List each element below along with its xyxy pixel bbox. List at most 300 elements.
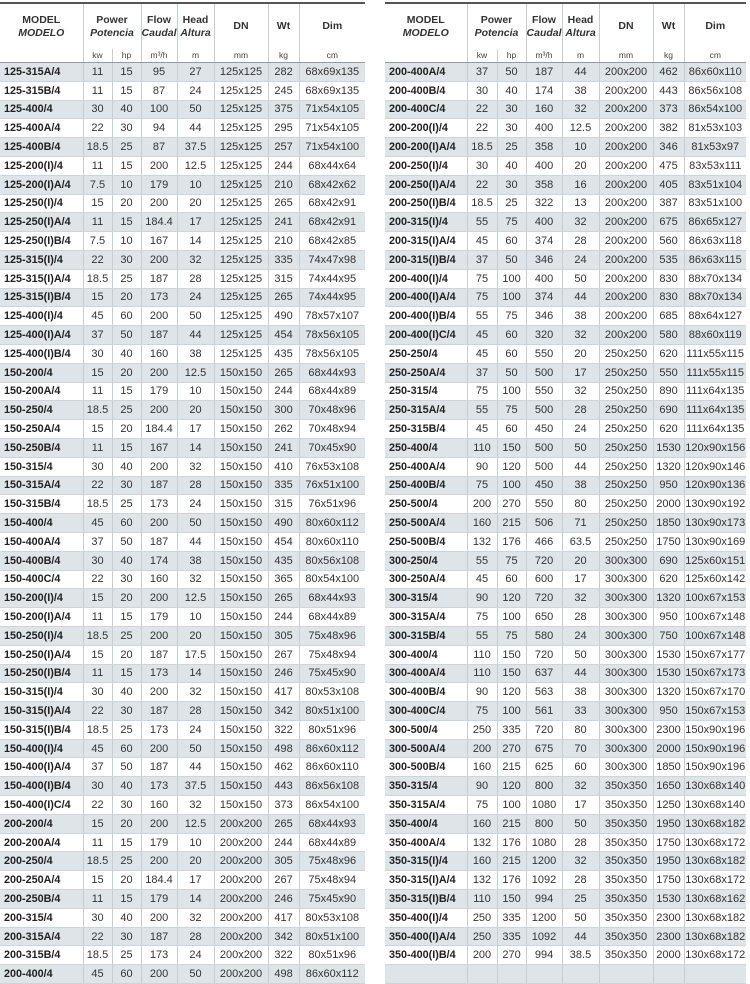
cell-flow: 200	[141, 965, 177, 984]
col-wt: Wt	[653, 3, 684, 49]
cell-head: 50	[562, 438, 599, 457]
table-row	[385, 420, 746, 439]
cell-dn: 150x150	[214, 720, 268, 739]
cell-dn: 200x200	[599, 175, 653, 194]
cell-wt: 305	[268, 852, 299, 871]
cell-flow: 187	[141, 702, 177, 721]
cell-dn: 300x300	[599, 720, 653, 739]
cell-kw: 200	[467, 495, 497, 514]
cell-kw: 18.5	[83, 720, 112, 739]
cell-dim: 68x44x93	[299, 589, 365, 608]
cell-hp: 215	[497, 758, 526, 777]
cell-flow: 450	[526, 420, 562, 439]
cell-model: 200-250(I)A/4	[385, 175, 467, 194]
cell-kw: 37	[83, 326, 112, 345]
cell-dim: 74x44x95	[299, 269, 365, 288]
cell-dim: 71x54x105	[299, 119, 365, 138]
cell-dn: 125x125	[214, 156, 268, 175]
cell-head: 25	[562, 890, 599, 909]
cell-model: 200-315(I)/4	[385, 213, 467, 232]
cell-kw: 30	[467, 81, 497, 100]
cell-wt: 685	[653, 307, 684, 326]
cell-hp: 270	[497, 739, 526, 758]
cell-kw: 37	[83, 532, 112, 551]
cell-model: 250-500/4	[385, 495, 467, 514]
cell-wt: 830	[653, 288, 684, 307]
cell-head: 24	[562, 250, 599, 269]
cell-head: 24	[177, 946, 214, 965]
cell-hp: 50	[112, 758, 141, 777]
table-row	[385, 626, 746, 645]
cell-dim: 100x67x148	[684, 626, 746, 645]
cell-hp: 270	[497, 946, 526, 965]
cell-flow: 675	[526, 739, 562, 758]
unit-wt: kg	[268, 49, 299, 63]
cell-flow: 637	[526, 664, 562, 683]
cell-flow: 500	[526, 438, 562, 457]
cell-wt: 210	[268, 232, 299, 251]
cell-flow: 1092	[526, 927, 562, 946]
cell-dn: 350x350	[599, 814, 653, 833]
cell-dn: 350x350	[599, 946, 653, 965]
cell-kw: 160	[467, 514, 497, 533]
cell-head: 50	[177, 739, 214, 758]
cell-dn: 125x125	[214, 344, 268, 363]
cell-dim: 80x51x96	[299, 720, 365, 739]
col-head: Head Altura	[562, 3, 599, 49]
cell-model: 200-400A/4	[385, 63, 467, 82]
cell-kw: 132	[467, 532, 497, 551]
cell-kw: 45	[467, 326, 497, 345]
cell-model: 200-250/4	[0, 852, 83, 871]
cell-flow: 561	[526, 702, 562, 721]
cell-wt: 1750	[653, 833, 684, 852]
cell-wt: 950	[653, 702, 684, 721]
cell-dn: 350x350	[599, 833, 653, 852]
cell-kw: 250	[467, 908, 497, 927]
cell-wt: 2300	[653, 927, 684, 946]
cell-model: 150-250/4	[0, 401, 83, 420]
cell-hp: 60	[497, 570, 526, 589]
cell-kw: 75	[467, 702, 497, 721]
cell-kw: 15	[83, 288, 112, 307]
cell-flow: 320	[526, 326, 562, 345]
cell-head: 32	[562, 326, 599, 345]
cell-hp: 176	[497, 871, 526, 890]
cell-kw: 30	[467, 156, 497, 175]
cell-flow: 173	[141, 720, 177, 739]
cell-flow: 800	[526, 814, 562, 833]
cell-hp: 30	[112, 796, 141, 815]
cell-head: 32	[177, 683, 214, 702]
cell-dim: 86x56x108	[299, 777, 365, 796]
cell-kw: 15	[83, 194, 112, 213]
cell-hp: 15	[112, 213, 141, 232]
unit-dim: cm	[684, 49, 746, 63]
cell-dim: 80x53x108	[299, 683, 365, 702]
cell-dn: 150x150	[214, 664, 268, 683]
cell-hp: 50	[112, 326, 141, 345]
table-row	[0, 119, 365, 138]
cell-dim: 80x51x96	[299, 946, 365, 965]
cell-kw: 55	[467, 401, 497, 420]
cell-flow: 358	[526, 138, 562, 157]
cell-head: 44	[177, 119, 214, 138]
cell-hp: 20	[112, 363, 141, 382]
cell-dn: 250x250	[599, 401, 653, 420]
cell-wt: 890	[653, 382, 684, 401]
cell-hp: 15	[112, 156, 141, 175]
cell-dn: 300x300	[599, 551, 653, 570]
cell-wt: 335	[268, 476, 299, 495]
cell-dn: 125x125	[214, 81, 268, 100]
cell-flow: 200	[141, 739, 177, 758]
cell-head: 24	[562, 420, 599, 439]
cell-dim: 130x68x172	[684, 871, 746, 890]
cell-hp: 100	[497, 796, 526, 815]
cell-model: 250-500B/4	[385, 532, 467, 551]
cell-flow: 187	[141, 476, 177, 495]
cell-head: 32	[562, 382, 599, 401]
cell-kw: 15	[83, 871, 112, 890]
cell-flow: 187	[526, 63, 562, 82]
cell-wt: 241	[268, 213, 299, 232]
table-row	[385, 63, 746, 82]
table-row	[0, 420, 365, 439]
cell-dim: 68x42x91	[299, 194, 365, 213]
table-row	[385, 608, 746, 627]
cell-flow: 200	[141, 457, 177, 476]
cell-wt: 305	[268, 626, 299, 645]
cell-dim: 68x69x135	[299, 63, 365, 82]
cell-dn: 125x125	[214, 213, 268, 232]
cell-head: 10	[562, 138, 599, 157]
cell-hp: 50	[497, 363, 526, 382]
cell-dn: 200x200	[214, 908, 268, 927]
cell-dn: 350x350	[599, 852, 653, 871]
cell-kw: 110	[467, 438, 497, 457]
cell-head: 38	[562, 81, 599, 100]
cell-wt: 498	[268, 739, 299, 758]
table-row	[0, 683, 365, 702]
cell-model: 125-315A/4	[0, 63, 83, 82]
cell-model: 200-315A/4	[0, 927, 83, 946]
cell-head: 12.5	[177, 814, 214, 833]
cell-kw: 160	[467, 814, 497, 833]
cell-dim: 80x51x100	[299, 702, 365, 721]
cell-hp: 20	[112, 871, 141, 890]
cell-wt: 475	[653, 156, 684, 175]
cell-hp: 60	[112, 965, 141, 984]
cell-model: 200-400(I)C/4	[385, 326, 467, 345]
cell-kw: 75	[467, 608, 497, 627]
cell-hp: 15	[112, 890, 141, 909]
cell-model: 350-315A/4	[385, 796, 467, 815]
cell-hp: 25	[112, 946, 141, 965]
cell-dim: 130x68x172	[684, 833, 746, 852]
cell-head: 17	[177, 213, 214, 232]
cell-flow: 179	[141, 890, 177, 909]
cell-dn: 125x125	[214, 100, 268, 119]
table-row	[0, 908, 365, 927]
cell-head: 50	[562, 269, 599, 288]
cell-wt: 1530	[653, 890, 684, 909]
cell-head: 50	[562, 645, 599, 664]
cell-wt: 2000	[653, 739, 684, 758]
table-row	[385, 890, 746, 909]
cell-kw: 55	[467, 551, 497, 570]
table-row	[385, 232, 746, 251]
cell-model: 250-250/4	[385, 344, 467, 363]
cell-dim: 75x45x90	[299, 890, 365, 909]
table-row	[0, 476, 365, 495]
cell-model: 125-315B/4	[0, 81, 83, 100]
cell-wt: 462	[268, 758, 299, 777]
table-row	[385, 307, 746, 326]
col-model: MODEL MODELO	[0, 3, 83, 49]
cell-dn: 200x200	[599, 232, 653, 251]
table-row	[0, 589, 365, 608]
cell-hp: 176	[497, 833, 526, 852]
cell-dn: 200x200	[214, 927, 268, 946]
cell-head: 20	[562, 344, 599, 363]
cell-flow: 720	[526, 551, 562, 570]
cell-dn: 150x150	[214, 702, 268, 721]
table-row	[0, 890, 365, 909]
cell-hp: 40	[112, 683, 141, 702]
cell-wt: 443	[653, 81, 684, 100]
cell-dim: 150x90x196	[684, 758, 746, 777]
cell-hp: 40	[112, 908, 141, 927]
cell-dn: 300x300	[599, 645, 653, 664]
cell-head: 28	[177, 702, 214, 721]
cell-wt: 1320	[653, 683, 684, 702]
cell-head: 32	[177, 570, 214, 589]
cell-hp: 60	[497, 420, 526, 439]
cell-flow: 600	[526, 570, 562, 589]
cell-model: 350-400(I)/4	[385, 908, 467, 927]
cell-wt: 1750	[653, 532, 684, 551]
cell-flow: 800	[526, 777, 562, 796]
cell-hp: 30	[112, 250, 141, 269]
cell-wt: 245	[268, 81, 299, 100]
cell-dn: 150x150	[214, 476, 268, 495]
cell-head: 37.5	[177, 777, 214, 796]
table-row	[0, 532, 365, 551]
cell-kw: 11	[83, 63, 112, 82]
cell-wt: 1750	[653, 871, 684, 890]
table-row	[385, 702, 746, 721]
cell-dim: 111x64x135	[684, 420, 746, 439]
cell-dn: 125x125	[214, 63, 268, 82]
cell-dn: 200x200	[214, 946, 268, 965]
cell-dn: 200x200	[599, 288, 653, 307]
cell-dn: 150x150	[214, 683, 268, 702]
cell-kw: 75	[467, 796, 497, 815]
cell-model: 350-315/4	[385, 777, 467, 796]
cell-model: 125-400/4	[0, 100, 83, 119]
cell-flow: 550	[526, 344, 562, 363]
cell-dn: 150x150	[214, 626, 268, 645]
cell-head: 44	[562, 63, 599, 82]
cell-hp: 100	[497, 288, 526, 307]
cell-wt: 560	[653, 232, 684, 251]
cell-wt: 322	[268, 720, 299, 739]
cell-wt: 241	[268, 438, 299, 457]
cell-model: 350-400(I)B/4	[385, 946, 467, 965]
table-row	[0, 401, 365, 420]
table-row	[385, 344, 746, 363]
cell-model: 150-315A/4	[0, 476, 83, 495]
cell-flow: 400	[526, 119, 562, 138]
cell-dim: 68x44x64	[299, 156, 365, 175]
cell-model: 350-315(I)/4	[385, 852, 467, 871]
table-row	[0, 871, 365, 890]
cell-kw: 11	[83, 156, 112, 175]
cell-dn: 150x150	[214, 457, 268, 476]
cell-dim: 130x68x182	[684, 814, 746, 833]
cell-flow: 173	[141, 288, 177, 307]
cell-model: 150-400B/4	[0, 551, 83, 570]
cell-wt: 550	[653, 363, 684, 382]
cell-head: 32	[177, 457, 214, 476]
cell-dn: 125x125	[214, 138, 268, 157]
cell-dim: 83x51x100	[684, 194, 746, 213]
pump-spec-table-right	[385, 2, 746, 984]
cell-dn: 200x200	[214, 852, 268, 871]
cell-hp: 15	[112, 438, 141, 457]
cell-model: 200-400(I)B/4	[385, 307, 467, 326]
col-head: Head Altura	[177, 3, 214, 49]
table-row	[0, 777, 365, 796]
cell-head: 28	[177, 269, 214, 288]
cell-flow: 500	[526, 401, 562, 420]
cell-dim: 68x44x89	[299, 608, 365, 627]
cell-flow	[526, 965, 562, 984]
cell-dn: 150x150	[214, 739, 268, 758]
cell-head: 38	[562, 476, 599, 495]
table-row	[385, 570, 746, 589]
cell-dn: 200x200	[599, 250, 653, 269]
cell-wt: 690	[653, 401, 684, 420]
cell-wt: 322	[268, 946, 299, 965]
cell-model: 125-400(I)B/4	[0, 344, 83, 363]
cell-model: 125-315(I)A/4	[0, 269, 83, 288]
cell-hp: 40	[112, 100, 141, 119]
cell-head: 10	[177, 382, 214, 401]
cell-head: 38	[562, 307, 599, 326]
cell-hp: 30	[112, 927, 141, 946]
table-row	[0, 269, 365, 288]
col-flow: Flow Caudal	[141, 3, 177, 49]
cell-hp: 25	[112, 138, 141, 157]
cell-model: 150-200/4	[0, 363, 83, 382]
table-row	[385, 476, 746, 495]
cell-kw: 55	[467, 307, 497, 326]
table-row	[385, 645, 746, 664]
cell-head: 44	[562, 288, 599, 307]
cell-hp: 25	[497, 194, 526, 213]
cell-flow: 94	[141, 119, 177, 138]
cell-head: 14	[177, 890, 214, 909]
cell-wt: 490	[268, 307, 299, 326]
cell-dn: 250x250	[599, 476, 653, 495]
cell-model: 250-400A/4	[385, 457, 467, 476]
pump-spec-table-left	[0, 2, 365, 984]
cell-wt: 405	[653, 175, 684, 194]
cell-kw: 11	[83, 664, 112, 683]
cell-wt: 498	[268, 965, 299, 984]
cell-kw: 55	[467, 213, 497, 232]
table-row	[385, 326, 746, 345]
cell-wt: 335	[268, 250, 299, 269]
cell-head: 14	[177, 232, 214, 251]
cell-dim: 150x90x196	[684, 720, 746, 739]
table-row	[385, 288, 746, 307]
cell-model: 200-315B/4	[0, 946, 83, 965]
cell-flow: 580	[526, 626, 562, 645]
cell-dim: 88x70x134	[684, 269, 746, 288]
cell-head: 60	[562, 758, 599, 777]
cell-hp: 40	[112, 551, 141, 570]
cell-wt: 265	[268, 363, 299, 382]
table-row	[0, 720, 365, 739]
cell-head: 24	[177, 288, 214, 307]
cell-dn: 300x300	[599, 758, 653, 777]
cell-dim: 86x54x100	[299, 796, 365, 815]
cell-flow: 650	[526, 608, 562, 627]
cell-head: 38	[562, 683, 599, 702]
cell-dim: 76x53x108	[299, 457, 365, 476]
cell-flow: 179	[141, 175, 177, 194]
cell-dn: 125x125	[214, 194, 268, 213]
cell-head: 80	[562, 495, 599, 514]
cell-dn: 125x125	[214, 250, 268, 269]
cell-dn: 250x250	[599, 420, 653, 439]
cell-flow: 1080	[526, 833, 562, 852]
cell-wt: 382	[653, 119, 684, 138]
table-row	[0, 965, 365, 984]
cell-flow: 179	[141, 608, 177, 627]
cell-dn: 150x150	[214, 382, 268, 401]
table-row	[385, 382, 746, 401]
cell-dim: 75x45x90	[299, 664, 365, 683]
cell-head: 33	[562, 702, 599, 721]
cell-dim: 150x67x177	[684, 645, 746, 664]
cell-flow: 500	[526, 457, 562, 476]
cell-hp: 335	[497, 927, 526, 946]
cell-flow: 184.4	[141, 420, 177, 439]
cell-wt: 454	[268, 326, 299, 345]
cell-model: 125-400A/4	[0, 119, 83, 138]
cell-wt: 1530	[653, 664, 684, 683]
cell-head: 37.5	[177, 138, 214, 157]
cell-head: 32	[562, 852, 599, 871]
cell-wt: 950	[653, 476, 684, 495]
cell-hp: 100	[497, 382, 526, 401]
cell-dim: 78x57x107	[299, 307, 365, 326]
cell-head: 20	[177, 626, 214, 645]
cell-dn: 350x350	[599, 777, 653, 796]
cell-model: 150-250B/4	[0, 438, 83, 457]
cell-kw: 22	[83, 476, 112, 495]
cell-dim: 86x65x127	[684, 213, 746, 232]
cell-kw: 110	[467, 664, 497, 683]
cell-model: 150-315(I)B/4	[0, 720, 83, 739]
cell-kw: 22	[467, 175, 497, 194]
cell-hp: 75	[497, 551, 526, 570]
table-body	[385, 63, 746, 984]
